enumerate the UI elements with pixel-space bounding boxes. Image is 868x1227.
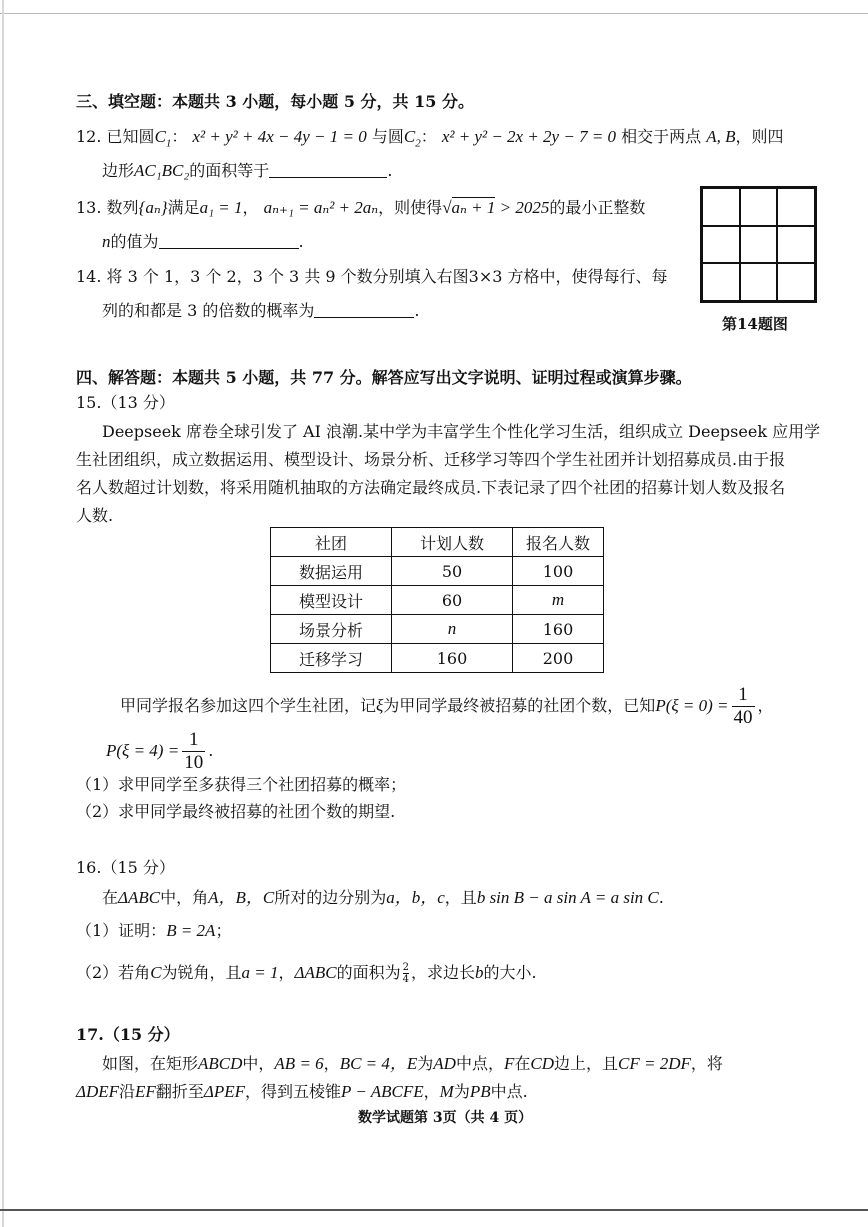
q12-text: 已知圆 (106, 127, 155, 146)
q16-sub-1 (76, 920, 231, 942)
q17-f: F (503, 1054, 515, 1073)
q12-text-post2: ，则四 (735, 127, 784, 146)
q15-condition-line (120, 683, 774, 729)
q17-l1-pre: 如图，在矩形 (102, 1054, 199, 1073)
q14-answer-blank[interactable] (314, 301, 414, 318)
q15-p4-lhs: P(ξ = 4) = (106, 741, 180, 760)
table-row (271, 586, 604, 615)
q13-recurrence: aₙ₊₁ = aₙ² + 2aₙ (263, 198, 379, 217)
table-cell: 迁移学习 (271, 644, 392, 673)
table-header-row (271, 528, 604, 557)
q16-stmt-end: . (658, 888, 664, 907)
q16-statement (102, 887, 664, 909)
q17-pb: PB (469, 1082, 491, 1101)
q14-end: . (414, 301, 420, 320)
q16-area-fraction: $\frac{2}{4}$ (402, 962, 410, 985)
scan-edge-left (2, 0, 4, 1227)
table-row (271, 644, 604, 673)
q16-sub1-end: ； (215, 921, 232, 940)
table-cell: m (513, 586, 604, 615)
q17-ab: AB = 6 (274, 1054, 324, 1073)
q12-answer-blank[interactable] (269, 161, 387, 178)
q17-e: ，E (389, 1054, 418, 1073)
q17-l1-mid2: 为 (417, 1054, 434, 1073)
q12-end: . (387, 161, 393, 180)
grid-cell (740, 188, 778, 226)
scan-edge-bottom (0, 1209, 868, 1211)
table-header-cell: 计划人数 (392, 528, 513, 557)
q13-end: . (298, 232, 304, 251)
question-14-line-1 (76, 266, 668, 288)
q16-angle-c: C (150, 963, 162, 982)
table-cell: 场景分析 (271, 615, 392, 644)
q15-para-line-4: 人数. (76, 506, 114, 525)
q16-side-b: b (475, 963, 484, 982)
q13-sequence: {aₙ} (138, 198, 168, 217)
q15-para-line-3: 名人数超过计划数，将采用随机抽取的方法确定最终成员.下表记录了四个社团的招募计划人数及报名 (76, 478, 786, 497)
q15-para-line-2: 生社团组织，成立数据运用、模型设计、场景分析、迁移学习等四个学生社团并计划招募成员.由于报 (76, 450, 786, 469)
q13-text-post: 的最小正整数 (549, 198, 646, 217)
q16-stmt-pre: 在 (102, 888, 119, 907)
q12-circle-c1: $C_1$ (154, 127, 172, 150)
q17-pyramid: P − ABCFE (341, 1082, 424, 1101)
q17-l1-mid3: 中点， (455, 1054, 504, 1073)
q12-number: 12. (76, 127, 102, 146)
q17-cf: CF = 2DF (618, 1054, 691, 1073)
q15-p4-end: . (208, 741, 214, 760)
table-row (271, 557, 604, 586)
grid-cell (777, 188, 815, 226)
question-13-line-1 (76, 197, 645, 219)
q13-text-mid2: ，则使得 (378, 198, 443, 217)
q17-l2-mid: 沿 (119, 1082, 136, 1101)
grid-cell (740, 263, 778, 301)
grid-cell (740, 226, 778, 264)
q16-stmt-mid3: ，且 (444, 888, 477, 907)
q16-sub1-eq: B = 2A (166, 921, 216, 940)
table-cell: 60 (392, 586, 513, 615)
q16-sub2-triangle: ΔABC (294, 963, 337, 982)
table-cell: 160 (513, 615, 604, 644)
q15-cond-pre: 甲同学报名参加这四个学生社团，记 (120, 696, 377, 715)
q13-line2-text: 的值为 (110, 232, 159, 251)
grid-cell (702, 263, 740, 301)
q17-line-2 (76, 1081, 528, 1103)
q13-text-mid: 满足 (167, 198, 200, 217)
q17-line-1 (102, 1053, 723, 1075)
q16-angles: A，B，C (208, 888, 275, 907)
q12-text-post: 相交于两点 (621, 127, 702, 146)
q12-quadrilateral: AC₁BC₂ (134, 161, 190, 180)
q13-inequality: √aₙ + 1 > 2025 (442, 198, 550, 217)
table-cell: 160 (392, 644, 513, 673)
q17-l2-mid5: 为 (453, 1082, 470, 1101)
q13-comma: ， (242, 198, 259, 217)
q17-header: 17.（15 分） (76, 1025, 180, 1044)
q12-colon-2: ： (420, 127, 437, 146)
q16-sub2-mid4: ，求边长 (411, 963, 476, 982)
q16-stmt-mid2: 所对的边分别为 (274, 888, 387, 907)
q15-cond-mid: 为甲同学最终被招募的社团个数，已知 (383, 696, 656, 715)
q17-m: M (439, 1082, 454, 1101)
q12-equation-2: x² + y² − 2x + 2y − 7 = 0 (441, 127, 617, 146)
question-12-line-1 (76, 126, 784, 154)
scan-edge-top (0, 13, 868, 14)
q17-ad: AD (433, 1054, 456, 1073)
table-header-cell: 社团 (271, 528, 392, 557)
q12-line2-pre: 边形 (102, 161, 135, 180)
q12-text-mid: 与圆 (371, 127, 404, 146)
page-footer: 数学试题第 3页（共 4 页） (358, 1110, 533, 1126)
q17-l2-mid3: ，得到五棱锥 (244, 1082, 341, 1101)
q14-number: 14. (76, 267, 102, 286)
table-cell: 200 (513, 644, 604, 673)
q12-line2-post: 的面积等于 (189, 161, 270, 180)
q16-sub1-pre: （1）证明： (76, 921, 167, 940)
q14-line1: 将 3 个 1，3 个 2，3 个 3 共 9 个数分别填入右图3×3 方格中，使得每行、每 (106, 267, 668, 286)
grid-cell (702, 188, 740, 226)
q16-sub2-comma: ， (278, 963, 295, 982)
q15-header: 15.（13 分） (76, 393, 175, 412)
table-cell: 100 (513, 557, 604, 586)
table-header-cell: 报名人数 (513, 528, 604, 557)
q17-rect: ABCD (198, 1054, 243, 1073)
q16-header: 16.（15 分） (76, 858, 175, 877)
q17-l2-end: 中点. (490, 1082, 528, 1101)
q15-recruitment-table (270, 527, 604, 673)
q17-def: ΔDEF (76, 1082, 120, 1101)
question-12-line-2 (102, 160, 392, 182)
q17-l1-end: ，将 (690, 1054, 723, 1073)
q15-sub-2: （2）求甲同学最终被招募的社团个数的期望. (76, 802, 396, 821)
grid-cell (702, 226, 740, 264)
q15-p4-fraction: $\frac{1}{10}$ (184, 729, 204, 773)
q14-line2: 列的和都是 3 的倍数的概率为 (102, 301, 315, 320)
q12-colon: ： (171, 127, 188, 146)
section-3-heading: 三、填空题：本题共 3 小题，每小题 5 分，共 15 分。 (76, 92, 474, 111)
q16-sub2-pre: （2）若角 (76, 963, 151, 982)
q17-ef: EF (135, 1082, 156, 1101)
table-row (271, 615, 604, 644)
q16-sub2-mid3: 的面积为 (336, 963, 401, 982)
q12-equation-1: x² + y² + 4x − 4y − 1 = 0 (192, 127, 367, 146)
q17-cd: CD (530, 1054, 555, 1073)
q15-comma: ， (757, 696, 774, 715)
q16-triangle: ΔABC (118, 888, 161, 907)
q13-number: 13. (76, 198, 102, 217)
table-cell: 数据运用 (271, 557, 392, 586)
q15-xi: ξ (376, 696, 384, 715)
grid-cell (777, 263, 815, 301)
section-4-heading: 四、解答题：本题共 5 小题，共 77 分。解答应写出文字说明、证明过程或演算步骤。 (76, 368, 692, 387)
q13-text: 数列 (106, 198, 139, 217)
q16-sub-2 (76, 962, 537, 985)
q14-grid-figure (700, 186, 817, 303)
table-cell: 模型设计 (271, 586, 392, 615)
q16-a-eq: a = 1 (241, 963, 279, 982)
q17-l2-comma: ， (423, 1082, 440, 1101)
q17-l1-comma: ， (323, 1054, 340, 1073)
q14-figure-caption: 第14题图 (722, 315, 788, 333)
q17-l1-mid5: 边上，且 (554, 1054, 619, 1073)
q17-l1-mid4: 在 (514, 1054, 531, 1073)
q17-l1-mid: 中， (242, 1054, 275, 1073)
q15-para-line-1: Deepseek 席卷全球引发了 AI 浪潮.某中学为丰富学生个性化学习生活，组织成立 Deepseek 应用学 (102, 422, 821, 441)
q12-circle-c2: $C_2$ (403, 127, 421, 150)
q13-initial: a₁ = 1 (199, 198, 243, 217)
q12-points: A, B (706, 127, 736, 146)
q15-sub-1: （1）求甲同学至多获得三个社团招募的概率； (76, 775, 407, 794)
q13-var-n: n (102, 232, 111, 251)
q13-answer-blank[interactable] (159, 232, 299, 249)
q15-p0-lhs: P(ξ = 0) = (655, 696, 729, 715)
q17-bc: BC = 4 (339, 1054, 390, 1073)
q16-sub2-end: 的大小. (483, 963, 537, 982)
question-13-line-2 (102, 231, 304, 253)
table-cell: 50 (392, 557, 513, 586)
table-cell: n (392, 615, 513, 644)
q17-l2-mid2: 翻折至 (155, 1082, 204, 1101)
q15-p4-line (106, 728, 213, 774)
q15-p0-fraction: $\frac{1}{40}$ (733, 684, 753, 728)
q16-sides: a，b，c (386, 888, 445, 907)
q16-equation: b sin B − a sin A = a sin C (476, 888, 659, 907)
question-14-line-2 (102, 300, 419, 322)
q16-stmt-mid: 中，角 (160, 888, 209, 907)
q17-pef: ΔPEF (203, 1082, 245, 1101)
q16-sub2-mid: 为锐角，且 (161, 963, 242, 982)
grid-cell (777, 226, 815, 264)
